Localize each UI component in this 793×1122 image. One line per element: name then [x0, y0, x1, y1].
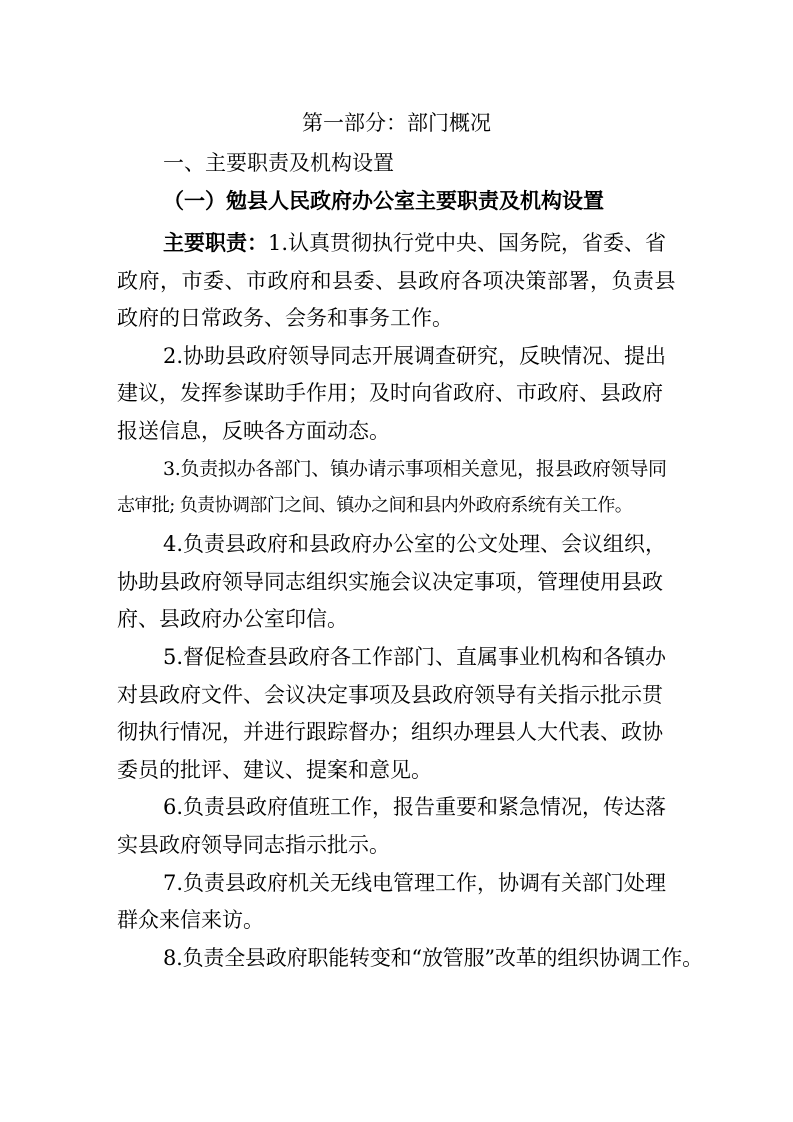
paragraph-line: 群众来信来访。 [117, 908, 264, 932]
paragraph-line: 对县政府文件、会议决定事项及县政府领导有关指示批示贯 [117, 683, 663, 707]
paragraph-line: 实县政府领导同志指示批示。 [117, 833, 390, 857]
subsection-heading: （一）勉县人民政府办公室主要职责及机构设置 [163, 188, 604, 213]
paragraph-line: 协助县政府领导同志组织实施会议决定事项，管理使用县政 [117, 570, 663, 594]
paragraph-line: 6.负责县政府值班工作，报告重要和紧急情况，传达落 [163, 795, 667, 819]
paragraph-line: 彻执行情况，并进行跟踪督办；组织办理县人大代表、政协 [117, 720, 663, 744]
paragraph-line: 委员的批评、建议、提案和意见。 [117, 758, 432, 782]
duties-label: 主要职责： [163, 231, 268, 255]
paragraph-line: 4.负责县政府和县政府办公室的公文处理、会议组织， [163, 532, 667, 556]
paragraph-line: 政府，市委、市政府和县委、县政府各项决策部署，负责县 [117, 269, 676, 293]
paragraph-line: 2.协助县政府领导同志开展调查研究，反映情况、提出 [163, 344, 667, 368]
paragraph-line: 报送信息，反映各方面动态。 [117, 419, 390, 443]
part-heading: 第一部分：部门概况 [302, 111, 491, 135]
paragraph-line: 府、县政府办公室印信。 [117, 607, 348, 631]
paragraph-line: 建议，发挥参谋助手作用；及时向省政府、市政府、县政府 [117, 381, 663, 405]
paragraph-line: 8.负责全县政府职能转变和“放管服”改革的组织协调工作。 [163, 946, 703, 970]
paragraph-line-1 [163, 228, 666, 258]
paragraph-line: 7.负责县政府机关无线电管理工作，协调有关部门处理 [163, 871, 667, 895]
paragraph-line: 政府的日常政务、会务和事务工作。 [117, 306, 453, 330]
section-heading: 一、主要职责及机构设置 [163, 151, 394, 175]
duty-1-text: 1.认真贯彻执行党中央、国务院，省委、省 [268, 231, 667, 255]
paragraph-line: 志审批; 负责协调部门之间、镇办之间和县内外政府系统有关工作。 [117, 495, 633, 516]
paragraph-line: 5.督促检查县政府各工作部门、直属事业机构和各镇办 [163, 645, 667, 669]
paragraph-line: 3.负责拟办各部门、镇办请示事项相关意见，报县政府领导同 [163, 458, 667, 480]
